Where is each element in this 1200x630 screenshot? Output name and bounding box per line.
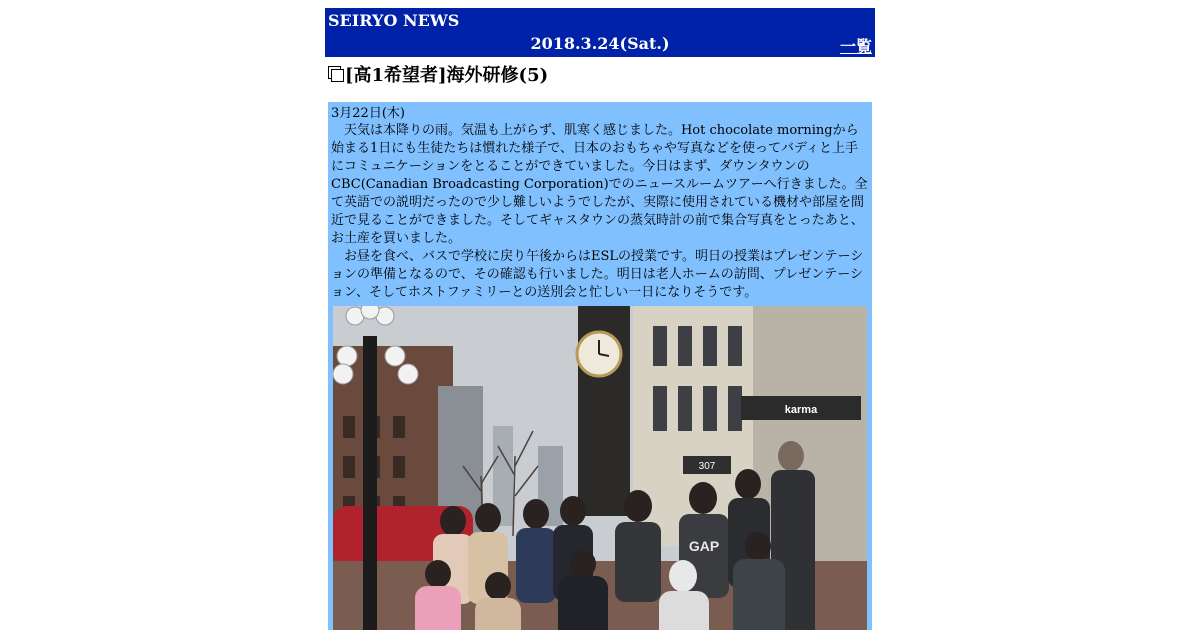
- article-body: [328, 102, 872, 630]
- post-date: 2018.3.24(Sat.): [530, 34, 670, 53]
- list-link[interactable]: 一覧: [839, 37, 872, 56]
- site-header: [325, 8, 875, 57]
- site-title: SEIRYO NEWS: [328, 11, 460, 30]
- group-photo: [333, 306, 867, 630]
- window-icon: [328, 66, 344, 82]
- article-paragraph-2: お昼を食べ、バスで学校に戻り午後からはESLの授業です。明日の授業はプレゼンテーションの準備となるので、その確認も行いました。明日は老人ホームの訪問、プレゼンテーション、そしてホストファミリーとの送別会と忙しい一日になりそうです。: [331, 249, 864, 300]
- article-title-row: [325, 62, 875, 86]
- hoodie-text: GAP: [688, 538, 720, 554]
- article-title: [高1希望者]海外研修(5): [345, 65, 549, 86]
- article-date-line: 3月22日(木): [331, 106, 405, 121]
- group-photo-image: [333, 306, 867, 630]
- awning-sign: 307: [698, 461, 716, 472]
- karma-sign: karma: [784, 404, 818, 416]
- page-container: [325, 8, 875, 630]
- article-paragraph-1: 天気は本降りの雨。気温も上がらず、肌寒く感じました。Hot chocolate morningから始まる1日にも生徒たちは慣れた様子で、日本のおもちゃや写真などを使ってバディと上手にコミュニケーションをとることができていました。今日はまず、ダウンタウンのCBC(Canadian Broadcasting Corporation)でのニュースルームツアーへ行きました。全て英語での説明だったので少し難しいようでしたが、実際に使用されている機材や部屋を間近で見ることができました。そしてギャスタウンの蒸気時計の前で集合写真をとったあと、お土産を買いました。: [331, 123, 868, 246]
